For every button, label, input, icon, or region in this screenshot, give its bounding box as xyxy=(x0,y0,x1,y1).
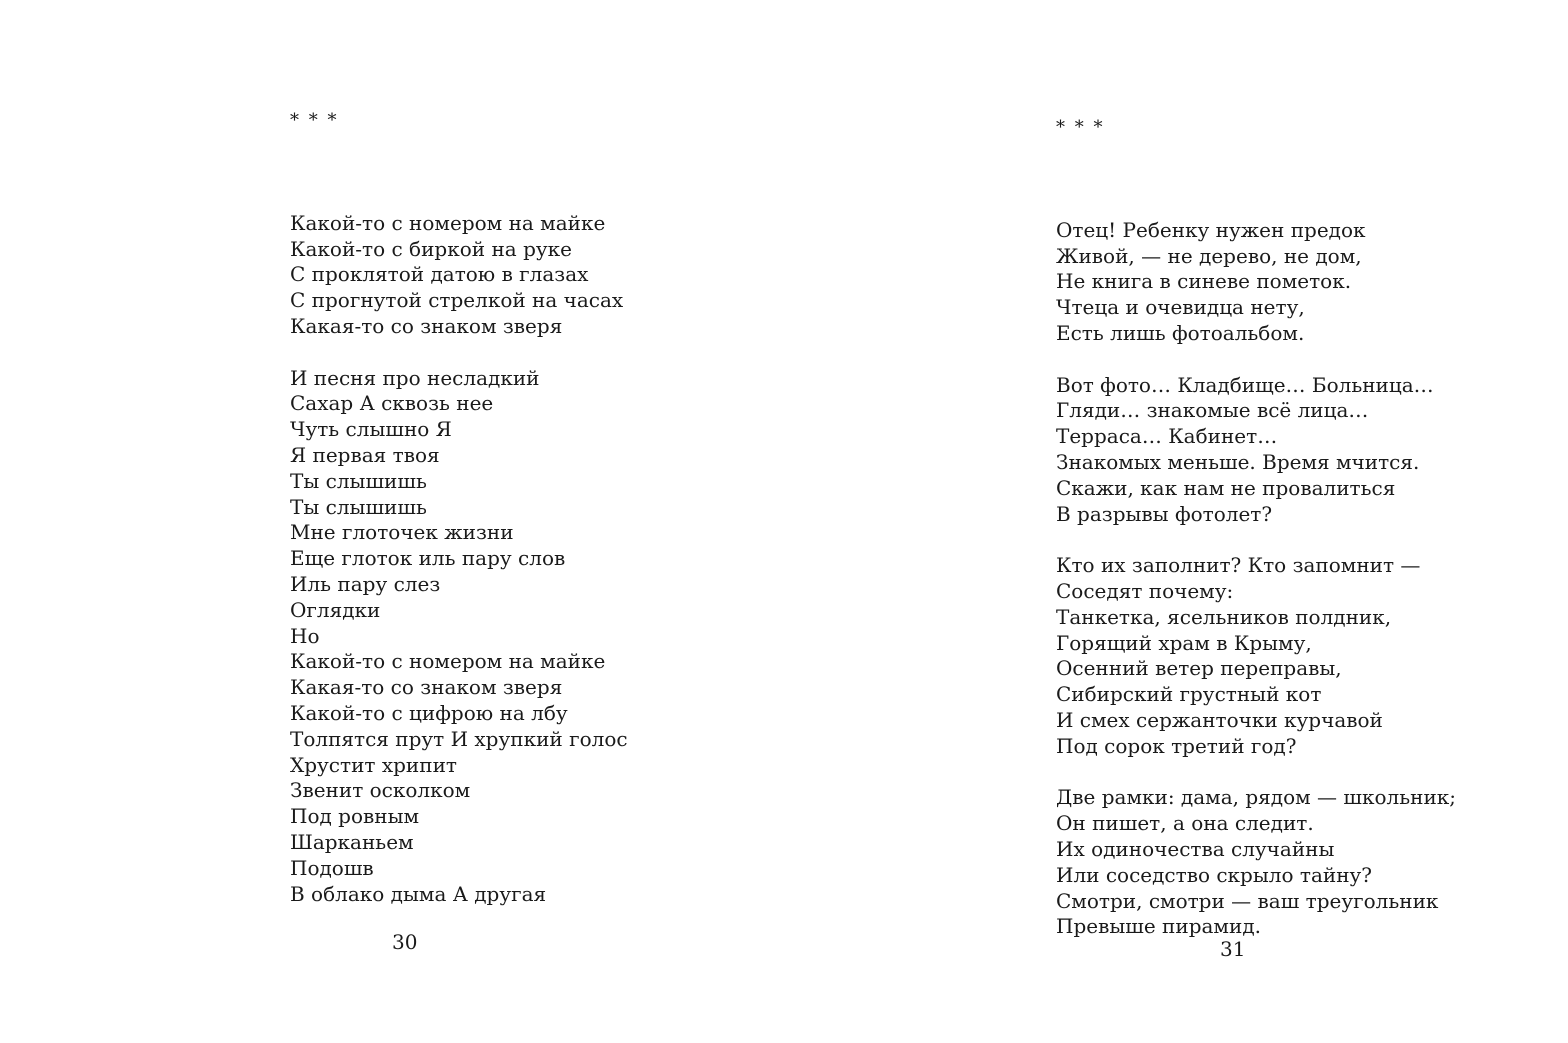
poem-line: Вот фото… Кладбище… Больница… xyxy=(1056,372,1434,397)
poem-line: Какой-то с номером на майке xyxy=(290,649,606,674)
poem-separator: * * * xyxy=(290,109,339,131)
stanza-container xyxy=(1056,218,1456,940)
page-number: 30 xyxy=(392,930,418,954)
poem-separator: * * * xyxy=(1056,116,1105,138)
poem-line: Не книга в синеве пометок. xyxy=(1056,269,1352,294)
poem-line: Отец! Ребенку нужен предок xyxy=(1056,217,1366,242)
stanza xyxy=(1056,373,1456,528)
poem-line: Знакомых меньше. Время мчится. xyxy=(1056,449,1420,474)
stanza xyxy=(290,366,628,908)
poem-line: В разрывы фотолет? xyxy=(1056,501,1273,526)
poem-line: С проклятой датою в глазах xyxy=(290,262,589,287)
stanza-container xyxy=(290,211,628,908)
poem-line: Еще глоток иль пару слов xyxy=(290,546,566,571)
poem-line: Ты слышишь xyxy=(290,468,427,493)
poem-line: Какой-то с биркой на руке xyxy=(290,236,572,261)
poem-line: Гляди… знакомые всё лица… xyxy=(1056,398,1369,423)
poem-line: Живой, — не дерево, не дом, xyxy=(1056,243,1362,268)
poem-line: Иль пару слез xyxy=(290,571,441,596)
poem-line: Терраса… Кабинет… xyxy=(1056,424,1278,449)
poem-line: Под ровным xyxy=(290,804,420,829)
poem-line: Шарканьем xyxy=(290,829,414,854)
poem-left xyxy=(290,56,628,959)
poem-line: Кто их заполнит? Кто запомнит — xyxy=(1056,553,1421,578)
poem-line: Горящий храм в Крыму, xyxy=(1056,630,1312,655)
poem-line: Смотри, смотри — ваш треугольник xyxy=(1056,888,1439,913)
poem-line: Какая-то со знаком зверя xyxy=(290,313,563,338)
poem-line: И смех сержанточки курчавой xyxy=(1056,707,1383,732)
stanza xyxy=(1056,785,1456,940)
poem-line: Превыше пирамид. xyxy=(1056,914,1261,939)
poem-line: Мне глоточек жизни xyxy=(290,520,514,545)
poem-line: Танкетка, ясельников полдник, xyxy=(1056,604,1392,629)
poem-right xyxy=(1056,63,1456,992)
poem-line: Какой-то с номером на майке xyxy=(290,210,606,235)
poem-line: Какая-то со знаком зверя xyxy=(290,675,563,700)
poem-line: Он пишет, а она следит. xyxy=(1056,811,1314,836)
poem-line: Ты слышишь xyxy=(290,494,427,519)
poem-line: В облако дыма А другая xyxy=(290,881,547,906)
poem-line: Соседят почему: xyxy=(1056,578,1234,603)
poem-line: Чтеца и очевидца нету, xyxy=(1056,295,1305,320)
poem-line: Хрустит хрипит xyxy=(290,752,457,777)
poem-line: Толпятся прут И хрупкий голос xyxy=(290,726,628,751)
poem-line: Осенний ветер переправы, xyxy=(1056,656,1342,681)
stanza xyxy=(290,211,628,340)
poem-line: И песня про несладкий xyxy=(290,365,540,390)
stanza xyxy=(1056,218,1456,347)
poem-line: Подошв xyxy=(290,855,374,880)
page-number: 31 xyxy=(1220,937,1246,961)
poem-line: Скажи, как нам не провалиться xyxy=(1056,475,1396,500)
poem-line: Или соседство скрыло тайну? xyxy=(1056,862,1373,887)
poem-line: С прогнутой стрелкой на часах xyxy=(290,288,624,313)
stanza xyxy=(1056,553,1456,759)
poem-line: Сибирский грустный кот xyxy=(1056,682,1322,707)
poem-line: Их одиночества случайны xyxy=(1056,836,1335,861)
poem-line: Какой-то с цифрою на лбу xyxy=(290,700,568,725)
poem-line: Под сорок третий год? xyxy=(1056,733,1297,758)
right-page xyxy=(784,0,1568,1043)
poem-line: Есть лишь фотоальбом. xyxy=(1056,320,1305,345)
poem-line: Звенит осколком xyxy=(290,778,471,803)
poem-line: Но xyxy=(290,623,320,648)
poem-line: Сахар А сквозь нее xyxy=(290,391,494,416)
poem-line: Чуть слышно Я xyxy=(290,417,452,442)
poem-line: Две рамки: дама, рядом — школьник; xyxy=(1056,785,1457,810)
poem-line: Оглядки xyxy=(290,597,381,622)
poem-line: Я первая твоя xyxy=(290,442,440,467)
